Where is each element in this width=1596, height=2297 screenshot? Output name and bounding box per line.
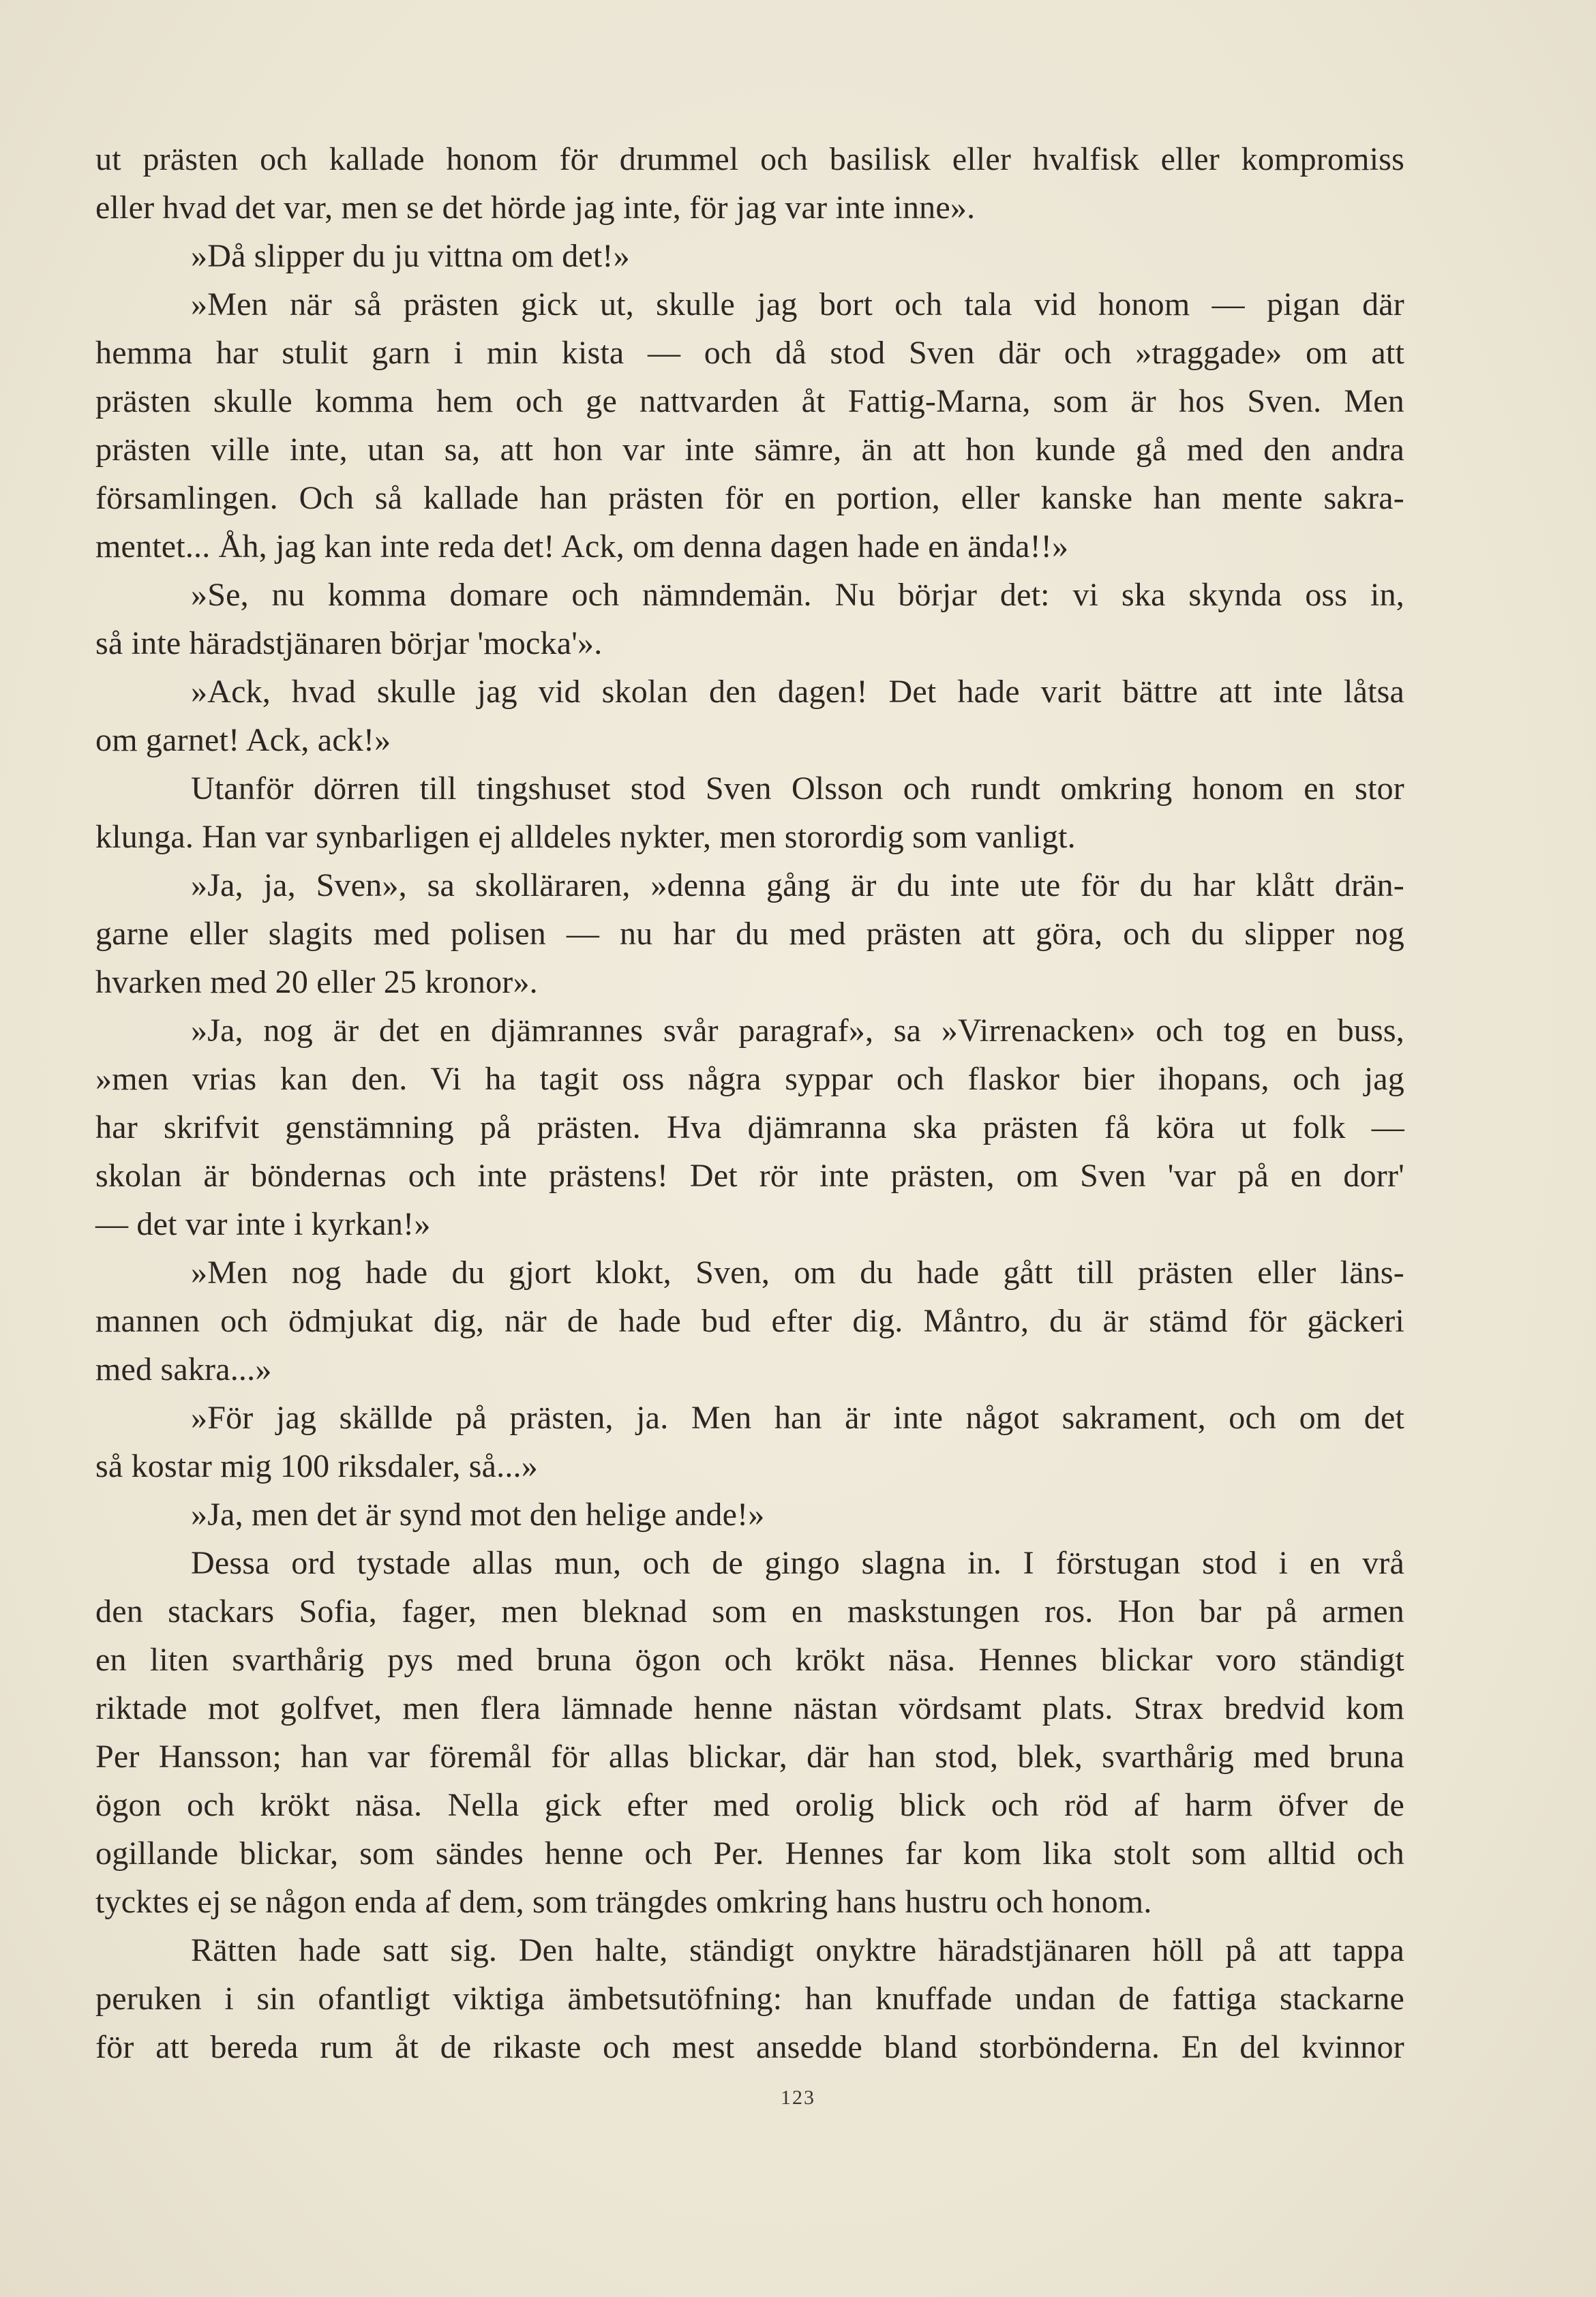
text-line: församlingen. Och så kallade han prästen för en portion, eller kanske han mente sakra-	[95, 480, 1404, 516]
text-line: ögon och krökt näsa. Nella gick efter med orolig blick och röd af harm öfver de	[95, 1787, 1404, 1823]
text-line: en liten svarthårig pys med bruna ögon och krökt näsa. Hennes blickar voro ständigt	[95, 1642, 1404, 1678]
text-line: »Ja, nog är det en djämrannes svår paragraf», sa »Virrenacken» och tog en buss,	[191, 1012, 1404, 1049]
text-line: hemma har stulit garn i min kista — och då stod Sven där och »traggade» om att	[95, 335, 1404, 371]
text-line: peruken i sin ofantligt viktiga ämbetsutöfning: han knuffade undan de fattiga stackarne	[95, 1981, 1404, 2017]
text-line: »Ack, hvad skulle jag vid skolan den dagen! Det hade varit bättre att inte låtsa	[191, 674, 1404, 710]
text-line: för att bereda rum åt de rikaste och mest ansedde bland storbönderna. En del kvinnor	[95, 2029, 1404, 2065]
text-line: »men vrias kan den. Vi ha tagit oss några syppar och flaskor bier ihopans, och jag	[95, 1061, 1404, 1097]
text-line: Dessa ord tystade allas mun, och de gingo slagna in. I förstugan stod i en vrå	[191, 1545, 1404, 1581]
text-line: har skrifvit genstämning på prästen. Hva djämranna ska prästen få köra ut folk —	[95, 1109, 1404, 1145]
text-line: mentet... Åh, jag kan inte reda det! Ack, om denna dagen hade en ända!!»	[95, 528, 1069, 565]
text-line: Per Hansson; han var föremål för allas blickar, där han stod, blek, svarthårig med bruna	[95, 1739, 1404, 1775]
text-line: »Då slipper du ju vittna om det!»	[191, 238, 630, 274]
text-line: Rätten hade satt sig. Den halte, ständigt onyktre häradstjänaren höll på att tappa	[191, 1932, 1404, 1968]
text-line: ut prästen och kallade honom för drummel och basilisk eller hvalfisk eller kompromiss	[95, 141, 1404, 177]
text-line: mannen och ödmjukat dig, när de hade bud efter dig. Måntro, du är stämd för gäckeri	[95, 1303, 1404, 1339]
text-line: »Men när så prästen gick ut, skulle jag bort och tala vid honom — pigan där	[191, 286, 1404, 322]
text-line: skolan är böndernas och inte prästens! Det rör inte prästen, om Sven 'var på en dorr'	[95, 1158, 1404, 1194]
text-line: »Men nog hade du gjort klokt, Sven, om du hade gått till prästen eller läns-	[191, 1255, 1404, 1291]
text-line: garne eller slagits med polisen — nu har du med prästen att göra, och du slipper nog	[95, 916, 1404, 952]
text-line: »Ja, ja, Sven», sa skolläraren, »denna gång är du inte ute för du har klått drän-	[191, 867, 1404, 903]
text-line: tycktes ej se någon enda af dem, som trängdes omkring hans hustru och honom.	[95, 1884, 1152, 1920]
text-line: — det var inte i kyrkan!»	[95, 1206, 431, 1242]
text-line: »För jag skällde på prästen, ja. Men han är inte något sakrament, och om det	[191, 1400, 1404, 1436]
body-text	[95, 135, 1404, 2071]
text-line: klunga. Han var synbarligen ej alldeles nykter, men storordig som vanligt.	[95, 819, 1076, 855]
text-line: med sakra...»	[95, 1351, 272, 1387]
text-line: »Se, nu komma domare och nämndemän. Nu börjar det: vi ska skynda oss in,	[191, 577, 1404, 613]
text-line: prästen ville inte, utan sa, att hon var inte sämre, än att hon kunde gå med den andra	[95, 432, 1404, 468]
text-line: så kostar mig 100 riksdaler, så...»	[95, 1448, 538, 1484]
text-line: Utanför dörren till tingshuset stod Sven Olsson och rundt omkring honom en stor	[191, 770, 1404, 807]
text-line: prästen skulle komma hem och ge nattvarden åt Fattig-Marna, som är hos Sven. Men	[95, 383, 1404, 419]
text-line: »Ja, men det är synd mot den helige ande!»	[191, 1497, 765, 1533]
text-line: den stackars Sofia, fager, men bleknad som en maskstungen ros. Hon bar på armen	[95, 1593, 1404, 1630]
text-line: så inte häradstjänaren börjar 'mocka'».	[95, 625, 603, 661]
text-line: eller hvad det var, men se det hörde jag inte, för jag var inte inne».	[95, 190, 976, 226]
text-line: om garnet! Ack, ack!»	[95, 722, 391, 758]
page-number: 123	[781, 2086, 815, 2109]
text-line: riktade mot golfvet, men flera lämnade henne nästan vördsamt plats. Strax bredvid kom	[95, 1690, 1404, 1726]
text-line: hvarken med 20 eller 25 kronor».	[95, 964, 538, 1000]
text-line: ogillande blickar, som sändes henne och Per. Hennes far kom lika stolt som alltid och	[95, 1835, 1404, 1872]
